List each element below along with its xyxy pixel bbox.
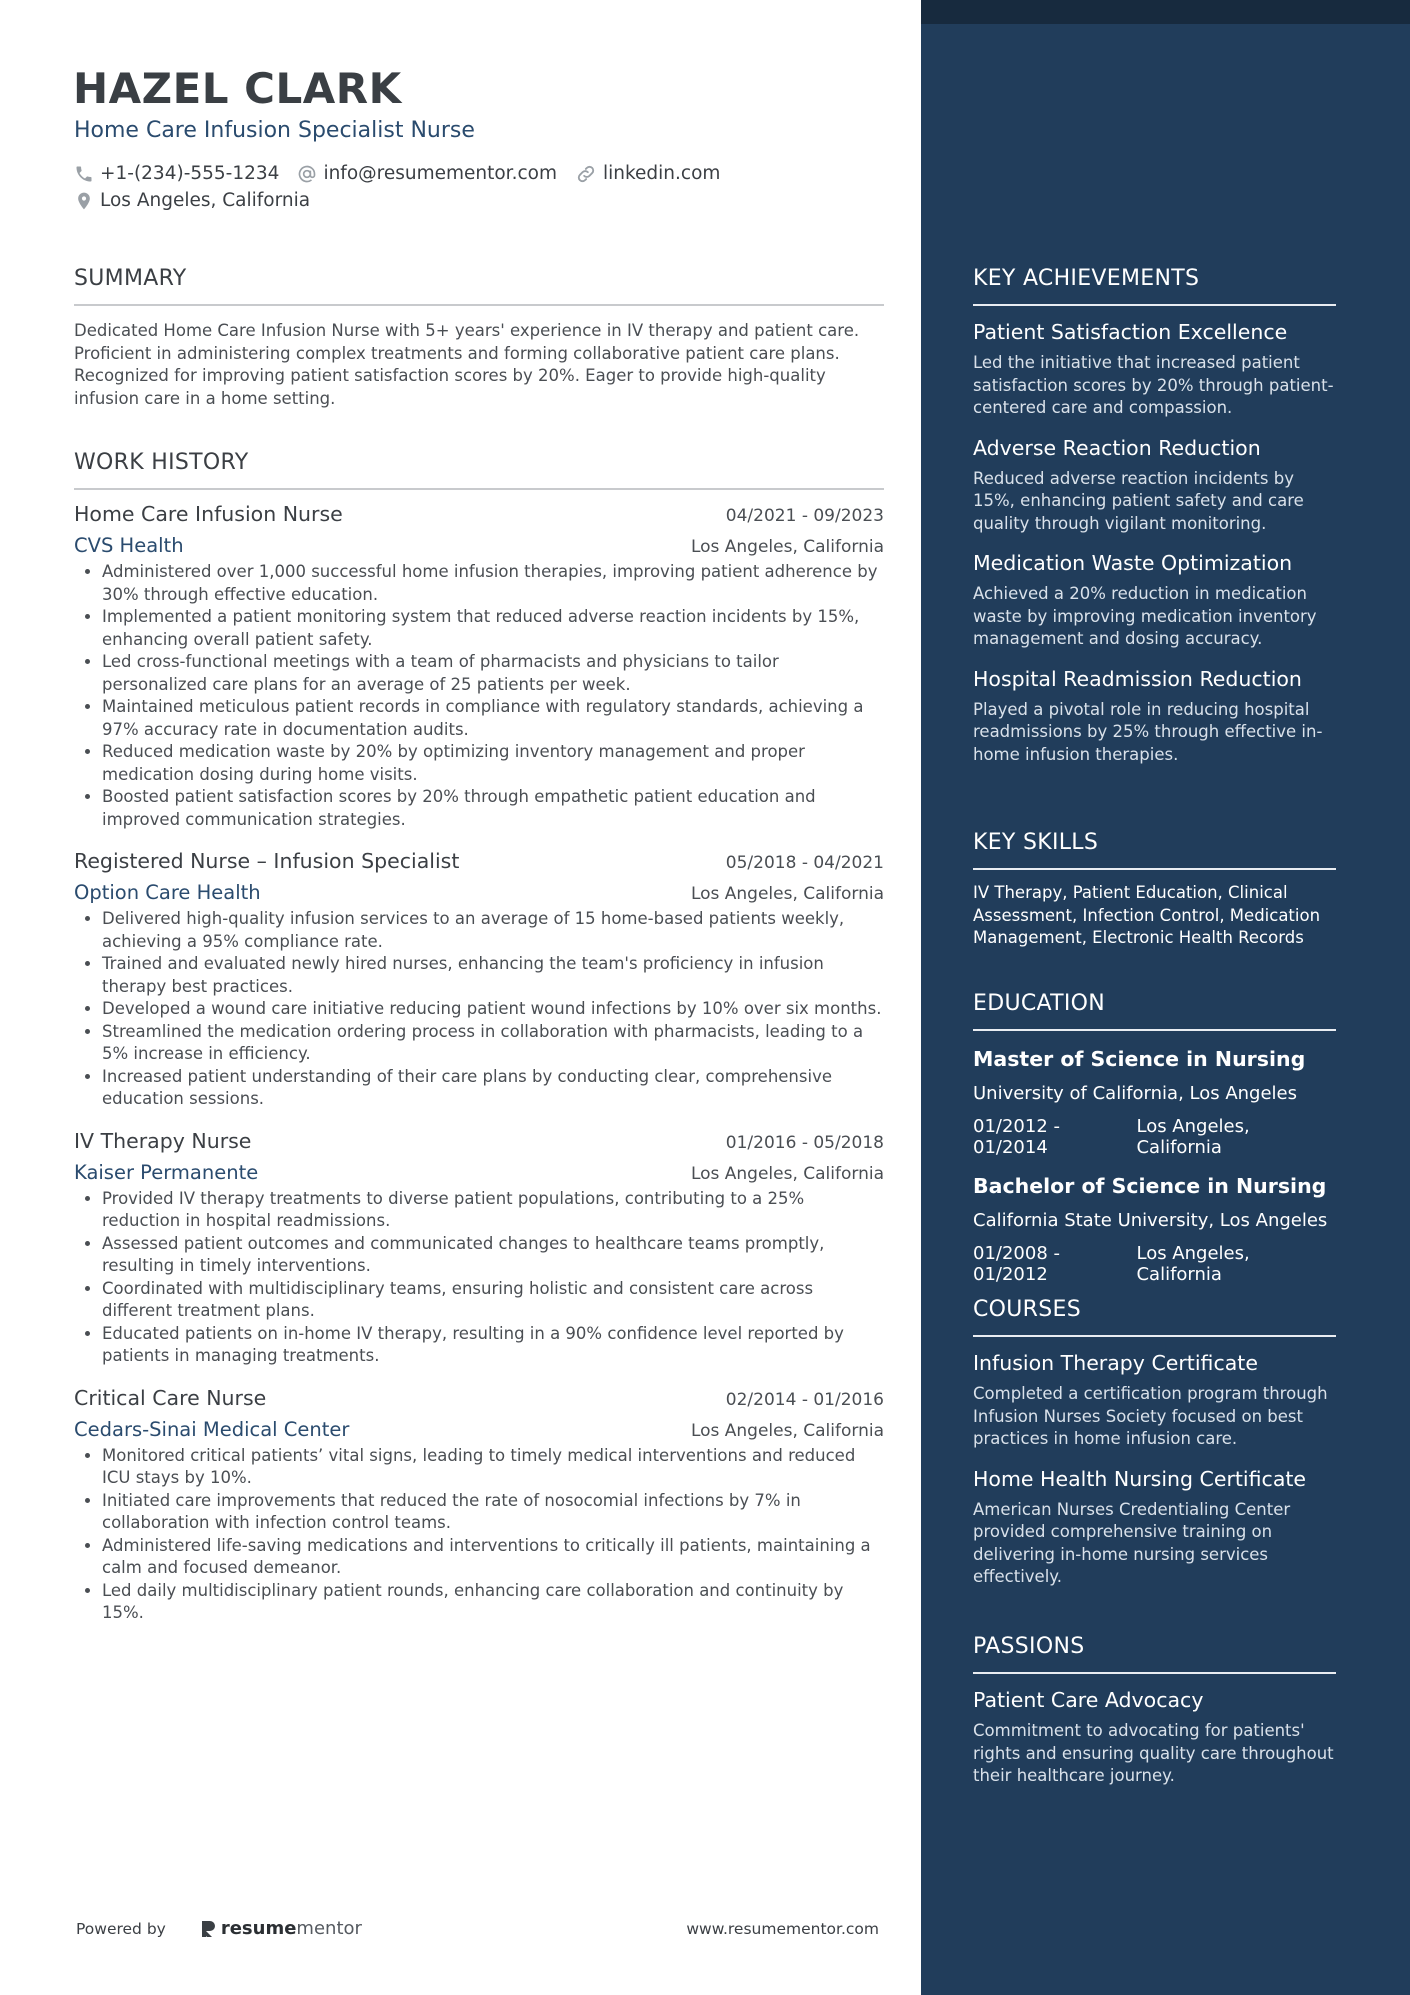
resumementor-logo-icon (198, 1919, 218, 1939)
work-history-divider (74, 488, 884, 490)
achievement-desc: Reduced adverse reaction incidents by 15%, enhancing patient safety and care quality through vigilant monitoring. (973, 468, 1304, 533)
key-achievements-section (973, 266, 1336, 766)
brand-bold: resume (220, 1918, 297, 1939)
job-dates: 02/2014 - 01/2016 (725, 1389, 884, 1410)
education-divider (973, 1029, 1336, 1031)
job-entry (74, 1386, 884, 1625)
location-pin-icon (74, 190, 94, 212)
passion-desc: Commitment to advocating for patients' rights and ensuring quality care throughout their healthcare journey. (973, 1721, 1334, 1785)
job-bullet: • Assessed patient outcomes and communicated changes to healthcare teams promptly, resulting in timely interventions. (102, 1233, 884, 1278)
education-degree: Bachelor of Science in Nursing (973, 1174, 1327, 1198)
job-company: Cedars-Sinai Medical Center (74, 1417, 350, 1441)
courses-heading: COURSES (973, 1297, 1081, 1322)
course-title: Infusion Therapy Certificate (973, 1351, 1258, 1375)
key-skills-section (973, 830, 1336, 950)
passion-item (973, 1688, 1336, 1788)
education-section (973, 991, 1336, 1285)
education-degree: Master of Science in Nursing (973, 1047, 1306, 1071)
job-bullet: • Monitored critical patients’ vital signs, leading to timely medical interventions and reduced ICU stays by 10%. (102, 1445, 884, 1490)
job-bullet: • Trained and evaluated newly hired nurses, enhancing the team's proficiency in infusion therapy best practices. (102, 953, 884, 998)
key-achievements-heading: KEY ACHIEVEMENTS (973, 266, 1200, 291)
passions-heading: PASSIONS (973, 1634, 1085, 1659)
email-text: info@resumementor.com (323, 163, 557, 184)
job-location: Los Angeles, California (690, 884, 884, 904)
contact-email[interactable] (297, 163, 557, 184)
key-skills-text: IV Therapy, Patient Education, Clinical Assessment, Infection Control, Medication Management, Electronic Health Records (973, 883, 1321, 947)
achievement-title: Hospital Readmission Reduction (973, 666, 1302, 691)
resumementor-logo[interactable] (198, 1918, 362, 1939)
brand-light: mentor (296, 1918, 362, 1939)
contact-phone[interactable] (74, 163, 279, 184)
courses-section (973, 1297, 1336, 1589)
achievement-desc: Led the initiative that increased patient satisfaction scores by 20% through patient-centered care and compassion. (973, 353, 1334, 417)
job-entry (74, 1129, 884, 1368)
key-skills-heading: KEY SKILLS (973, 830, 1099, 855)
at-icon (297, 164, 317, 184)
summary-section (74, 266, 884, 410)
candidate-title: Home Care Infusion Specialist Nurse (74, 118, 475, 143)
education-school: University of California, Los Angeles (973, 1083, 1298, 1104)
education-item (973, 1174, 1336, 1285)
course-item (973, 1351, 1336, 1451)
job-bullets (74, 561, 884, 831)
job-bullets (74, 908, 884, 1111)
summary-text: Dedicated Home Care Infusion Nurse with 5+ years' experience in IV therapy and patient care. Proficient in administering complex treatments and forming collaborative patient care plans. Recognized for improving patient satisfaction scores by 20%. Eager to provide high-quality infusion care in a home setting. (74, 321, 860, 408)
courses-divider (973, 1335, 1336, 1337)
contact-info (74, 160, 738, 214)
passions-section (973, 1634, 1336, 1788)
job-dates: 04/2021 - 09/2023 (725, 506, 884, 526)
footer-website[interactable]: www.resumementor.com (686, 1919, 879, 1938)
job-bullet: • Maintained meticulous patient records in compliance with regulatory standards, achieving a 97% accuracy rate in documentation audits. (102, 696, 884, 741)
job-bullet: • Delivered high-quality infusion services to an average of 15 home-based patients weekly, achieving a 95% compliance rate. (102, 908, 884, 953)
job-dates: 05/2018 - 04/2021 (725, 853, 884, 873)
course-desc: American Nurses Credentialing Center provided comprehensive training on delivering in-home nursing services effectively. (973, 1499, 1291, 1586)
course-desc: Completed a certification program through Infusion Nurses Society focused on best practices in home infusion care. (973, 1384, 1328, 1448)
achievement-title: Patient Satisfaction Excellence (973, 320, 1288, 344)
job-bullet: • Led daily multidisciplinary patient rounds, enhancing care collaboration and continuity by 15%. (102, 1580, 884, 1625)
job-company: Option Care Health (74, 881, 261, 904)
key-skills-divider (973, 868, 1336, 870)
education-heading: EDUCATION (973, 991, 1106, 1016)
sidebar-top-band (921, 0, 1410, 24)
job-bullet: • Administered life-saving medications and interventions to critically ill patients, maintaining a calm and focused demeanor. (102, 1535, 884, 1580)
job-role: IV Therapy Nurse (74, 1128, 252, 1153)
location-text: Los Angeles, California (100, 190, 311, 211)
job-location: Los Angeles, California (690, 1163, 884, 1184)
job-company: CVS Health (74, 534, 184, 557)
job-bullet: • Boosted patient satisfaction scores by 20% through empathetic patient education and improved communication strategies. (102, 786, 884, 831)
job-bullet: • Developed a wound care initiative reducing patient wound infections by 10% over six months. (102, 998, 884, 1021)
job-bullets (74, 1445, 884, 1625)
link-icon (575, 163, 597, 185)
job-entry (74, 849, 884, 1111)
powered-by-label: Powered by (76, 1919, 166, 1938)
job-dates: 01/2016 - 05/2018 (725, 1132, 884, 1153)
achievement-desc: Achieved a 20% reduction in medication waste by improving medication inventory management and dosing accuracy. (973, 584, 1317, 648)
job-role: Registered Nurse – Infusion Specialist (74, 849, 460, 873)
education-dates: 01/2012 - 01/2014 (973, 1116, 1060, 1158)
summary-divider (74, 304, 884, 306)
linkedin-text: linkedin.com (602, 163, 721, 184)
passion-title: Patient Care Advocacy (973, 1688, 1204, 1712)
job-bullet: • Led cross-functional meetings with a team of pharmacists and physicians to tailor personalized care plans for an average of 25 patients per week. (102, 651, 884, 696)
job-bullet: • Increased patient understanding of their care plans by conducting clear, comprehensive education sessions. (102, 1066, 884, 1111)
achievement-item (973, 436, 1336, 536)
job-bullet: • Provided IV therapy treatments to diverse patient populations, contributing to a 25% reduction in hospital readmissions. (102, 1188, 884, 1233)
summary-heading: SUMMARY (74, 266, 187, 291)
work-history-section (74, 450, 884, 1625)
job-entry (74, 502, 884, 831)
course-item (973, 1467, 1336, 1589)
education-item (973, 1047, 1336, 1158)
education-location: Los Angeles, California (1136, 1243, 1250, 1285)
achievement-item (973, 667, 1336, 767)
job-company: Kaiser Permanente (74, 1160, 259, 1184)
achievement-item (973, 551, 1336, 651)
job-location: Los Angeles, California (690, 537, 884, 557)
achievement-title: Medication Waste Optimization (973, 551, 1293, 575)
job-location: Los Angeles, California (690, 1420, 884, 1441)
work-history-heading: WORK HISTORY (74, 450, 249, 475)
job-bullet: • Reduced medication waste by 20% by optimizing inventory management and proper medication dosing during home visits. (102, 741, 884, 786)
job-bullet: • Coordinated with multidisciplinary teams, ensuring holistic and consistent care across different treatment plans. (102, 1278, 884, 1323)
course-title: Home Health Nursing Certificate (973, 1466, 1307, 1491)
candidate-name: HAZEL CLARK (73, 64, 402, 113)
achievement-item (973, 320, 1336, 420)
phone-text: +1-(234)-555-1234 (100, 163, 280, 184)
contact-location (74, 190, 310, 212)
job-bullet: • Administered over 1,000 successful home infusion therapies, improving patient adherence by 30% through effective education. (102, 561, 884, 606)
achievement-title: Adverse Reaction Reduction (973, 435, 1261, 460)
job-bullets (74, 1188, 884, 1368)
phone-icon (74, 164, 94, 184)
job-bullet: • Initiated care improvements that reduced the rate of nosocomial infections by 7% in collaboration with infection control teams. (102, 1490, 884, 1535)
job-role: Home Care Infusion Nurse (74, 502, 343, 526)
key-achievements-divider (973, 304, 1336, 306)
job-bullet: • Educated patients on in-home IV therapy, resulting in a 90% confidence level reported by patients in managing treatments. (102, 1323, 884, 1368)
contact-linkedin[interactable] (575, 163, 720, 185)
education-school: California State University, Los Angeles (973, 1210, 1328, 1231)
job-role: Critical Care Nurse (74, 1385, 267, 1410)
footer (76, 1918, 879, 1939)
education-dates: 01/2008 - 01/2012 (973, 1243, 1060, 1285)
education-location: Los Angeles, California (1136, 1116, 1250, 1158)
job-bullet: • Implemented a patient monitoring system that reduced adverse reaction incidents by 15%, enhancing overall patient safety. (102, 606, 884, 651)
achievement-desc: Played a pivotal role in reducing hospital readmissions by 25% through effective in-home infusion therapies. (973, 699, 1323, 764)
passions-divider (973, 1672, 1336, 1674)
job-bullet: • Streamlined the medication ordering process in collaboration with pharmacists, leading to a 5% increase in efficiency. (102, 1021, 884, 1066)
